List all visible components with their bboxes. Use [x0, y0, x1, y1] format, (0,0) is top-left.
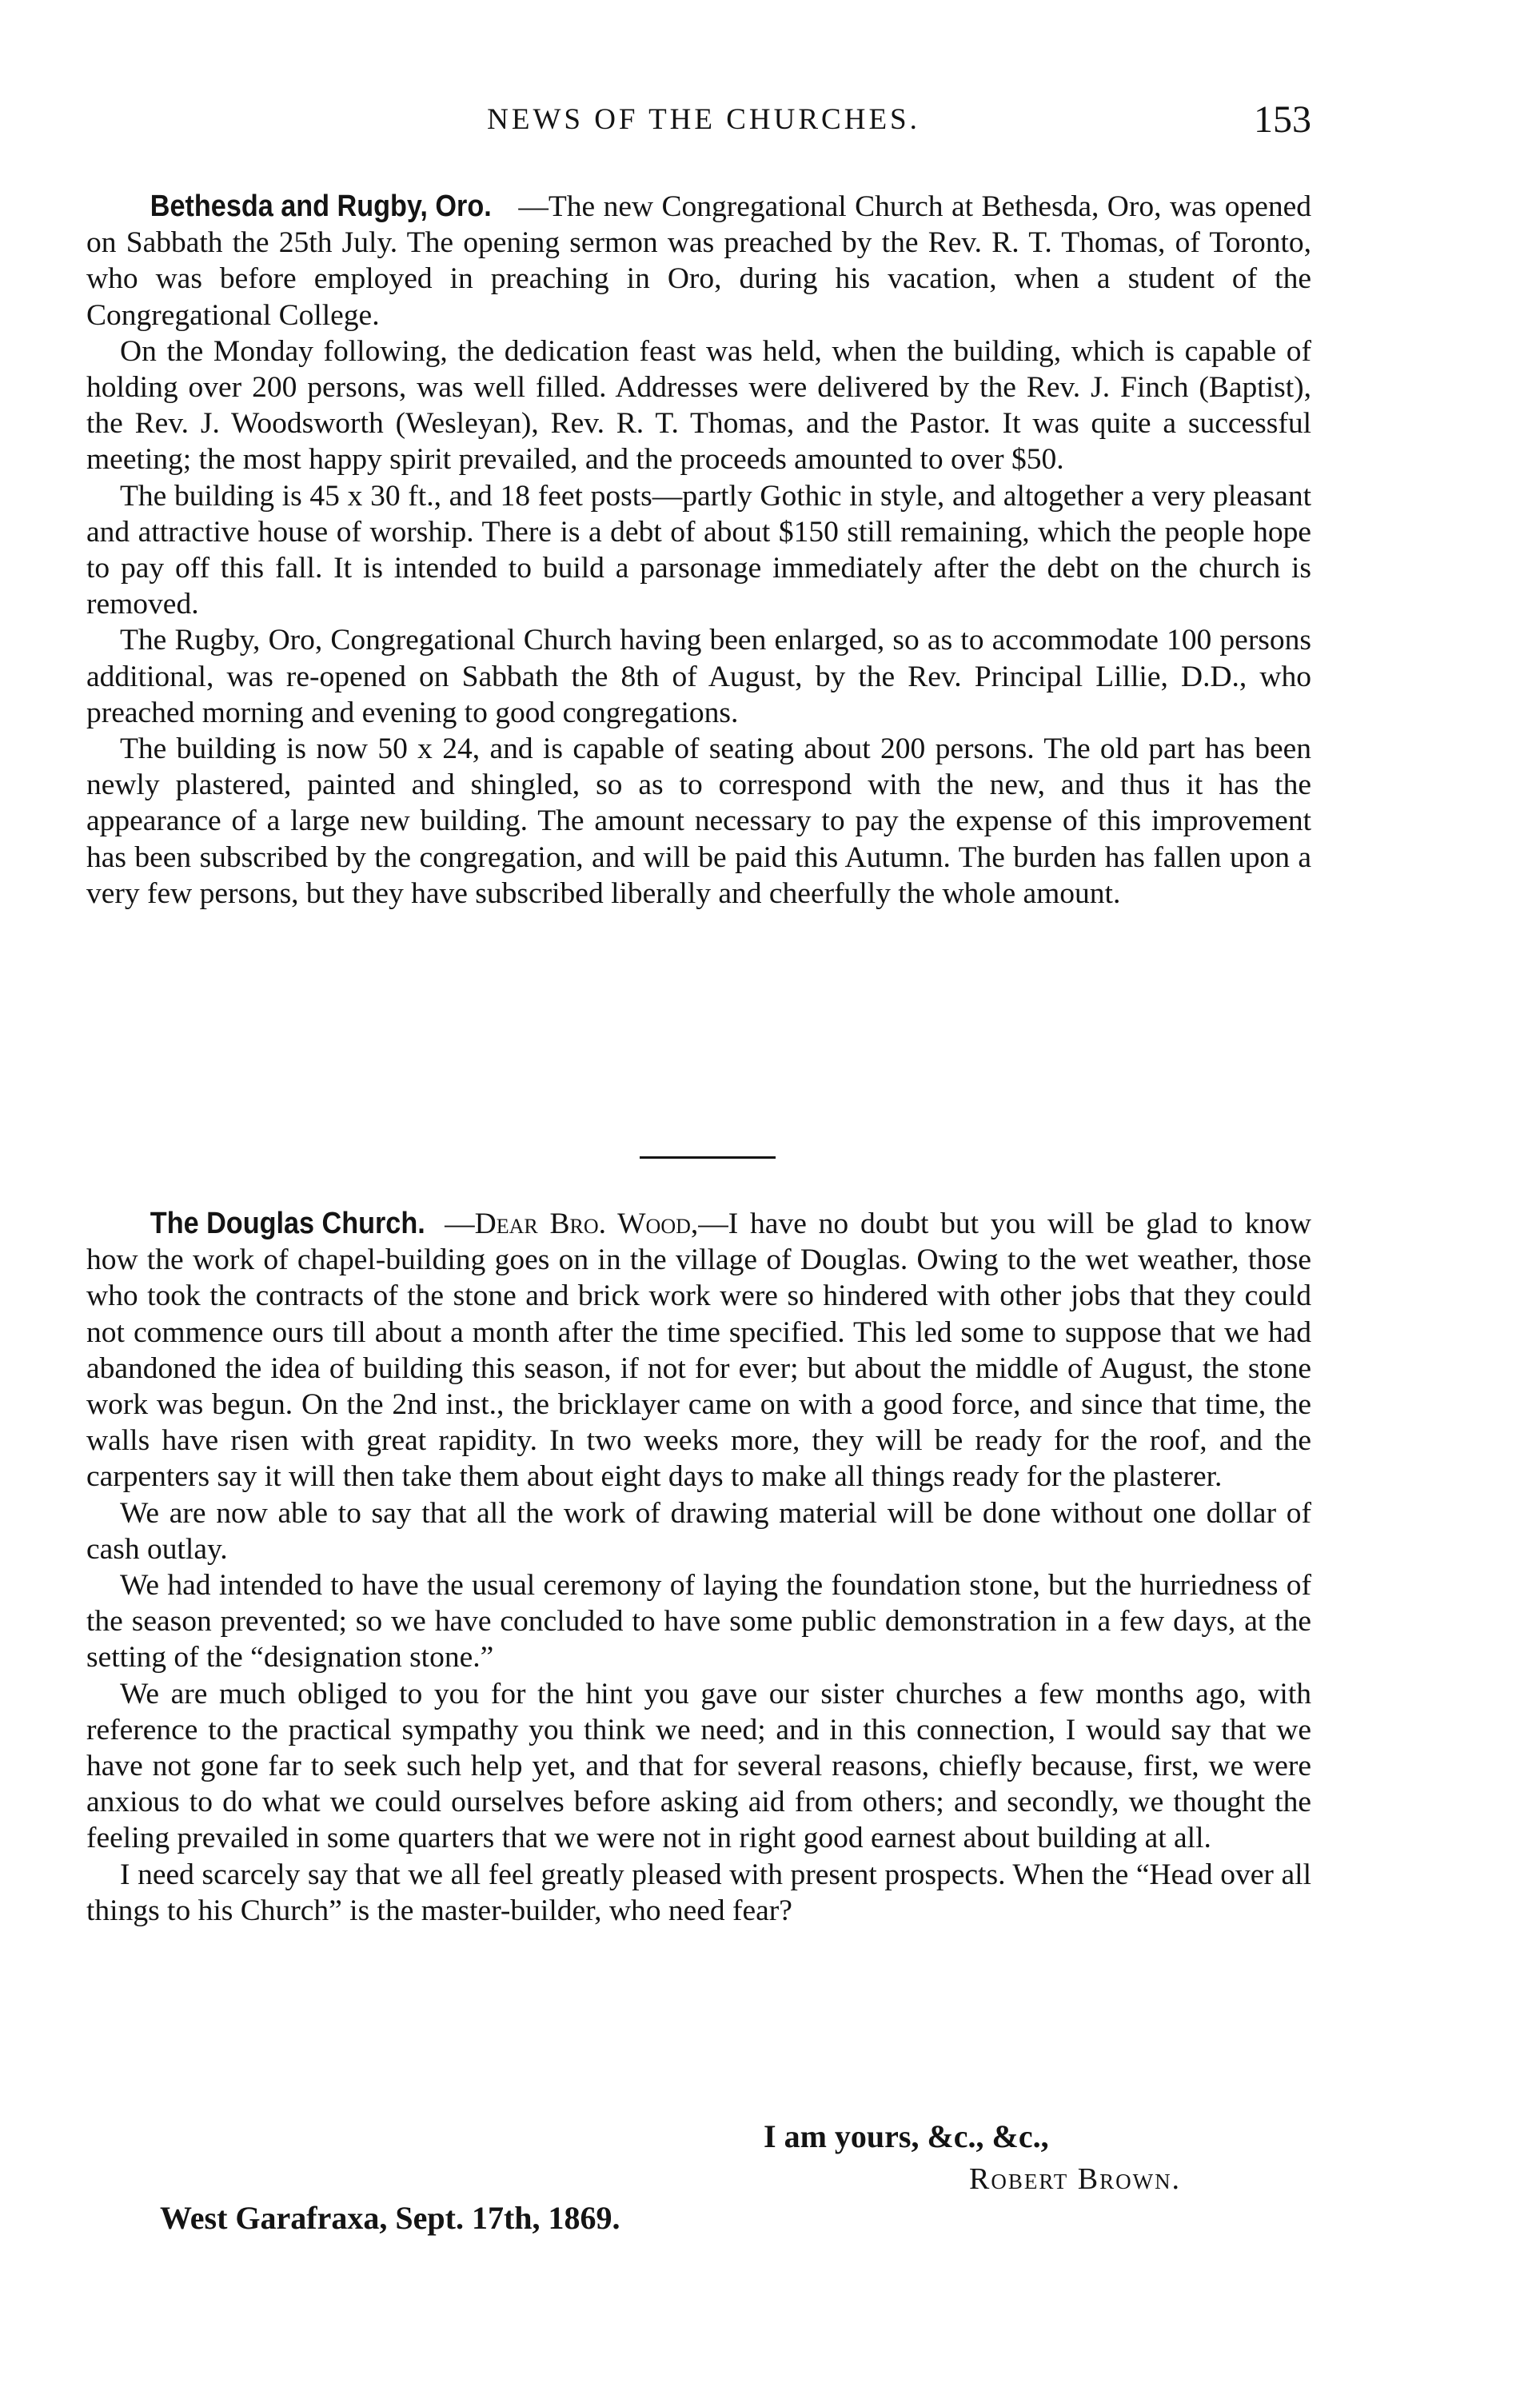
article-paragraph: The building is now 50 x 24, and is capable of seating about 200 persons. The old part has been newly plastered, painted and shingled, so as to correspond with the new, and thus it has the appearance of a large new building. The amount necessary to pay the expense of this improvement has been subscribed by the congregation, and will be paid this Autumn. The burden has fallen upon a very few persons, but they have subscribed liberally and cheerfully the whole amount. — [86, 732, 1311, 910]
paragraph-text: —The new Congregational Church at Bethesda, Oro, was opened on Sabbath the 25th July. The opening sermon was preached by the Rev. R. T. Thomas, of Toronto, who was before employed in preaching in Oro, during his vacation, when a student of the Congregational College. — [86, 190, 1311, 332]
article-paragraph: We had intended to have the usual ceremony of laying the foundation stone, but the hurriedness of the season prevented; so we have concluded to have some public demonstration in a few days, at the setting of the “designation stone.” — [86, 1569, 1311, 1675]
article-bethesda-rugby — [86, 189, 1311, 912]
paragraph-text: —I have no doubt but you will be glad to know how the work of chapel-building goes on in the village of Douglas. Owing to the wet weather, those who took the contracts of the stone and brick work were so hindered with other jobs that they could not commence ours till about a month after the time specified. This led some to suppose that we had abandoned the idea of building this season, if not for ever; but about the middle of August, the stone work was begun. On the 2nd inst., the bricklayer came on with a good force, and since that time, the walls have risen with great rapidity. In two weeks more, they will be ready for the roof, and the carpenters say it will then take them about eight days to make all things ready for the plasterer. — [86, 1207, 1311, 1494]
article-paragraph: The Rugby, Oro, Congregational Church having been enlarged, so as to accommodate 100 persons additional, was re-opened on Sabbath the 8th of August, by the Rev. Principal Lillie, D.D., who preached morning and evening to good congregations. — [86, 624, 1311, 729]
article-paragraph: We are now able to say that all the work of drawing material will be done without one dollar of cash outlay. — [86, 1496, 1311, 1566]
page-header — [96, 98, 1311, 150]
page-number: 153 — [1254, 98, 1311, 141]
letter-closing: I am yours, &c., &c., — [764, 2118, 1049, 2154]
article-paragraph — [86, 189, 1311, 333]
article-douglas-church — [86, 1206, 1311, 1929]
article-paragraph: I need scarcely say that we all feel greatly pleased with present prospects. When the “Head over all things to his Church” is the master-builder, who need fear? — [86, 1858, 1311, 1927]
article-paragraph — [86, 1206, 1311, 1495]
running-title: NEWS OF THE CHURCHES. — [487, 103, 920, 136]
article-paragraph: The building is 45 x 30 ft., and 18 feet posts—partly Gothic in style, and altogether a very pleasant and attractive house of worship. There is a debt of about $150 still remaining, which the people hope to pay off this fall. It is intended to build a parsonage immediately after the debt on the church is removed. — [86, 479, 1311, 621]
article-title: Bethesda and Rugby, Oro. — [150, 190, 492, 223]
letter-place-date: West Garafraxa, Sept. 17th, 1869. — [160, 2200, 620, 2236]
article-paragraph: We are much obliged to you for the hint you gave our sister churches a few months ago, with reference to the practical sympathy you think we need; and in this connection, I would say that we have not gone far to seek such help yet, and that for several reasons, chiefly because, first, we were anxious to do what we could ourselves before asking aid from others; and secondly, we thought the feeling prevailed in some quarters that we were not in right good earnest about building at all. — [86, 1677, 1311, 1855]
salutation: —Dear Bro. Wood, — [445, 1207, 699, 1240]
letter-signature: Robert Brown. — [969, 2162, 1182, 2196]
article-title: The Douglas Church. — [150, 1207, 425, 1240]
section-divider — [640, 1156, 776, 1159]
article-paragraph: On the Monday following, the dedication feast was held, when the building, which is capable of holding over 200 persons, was well filled. Addresses were delivered by the Rev. J. Finch (Baptist), the Rev. J. Woodsworth (Wesleyan), Rev. R. T. Thomas, and the Pastor. It was quite a successful meeting; the most happy spirit prevailed, and the proceeds amounted to over $50. — [86, 334, 1311, 477]
